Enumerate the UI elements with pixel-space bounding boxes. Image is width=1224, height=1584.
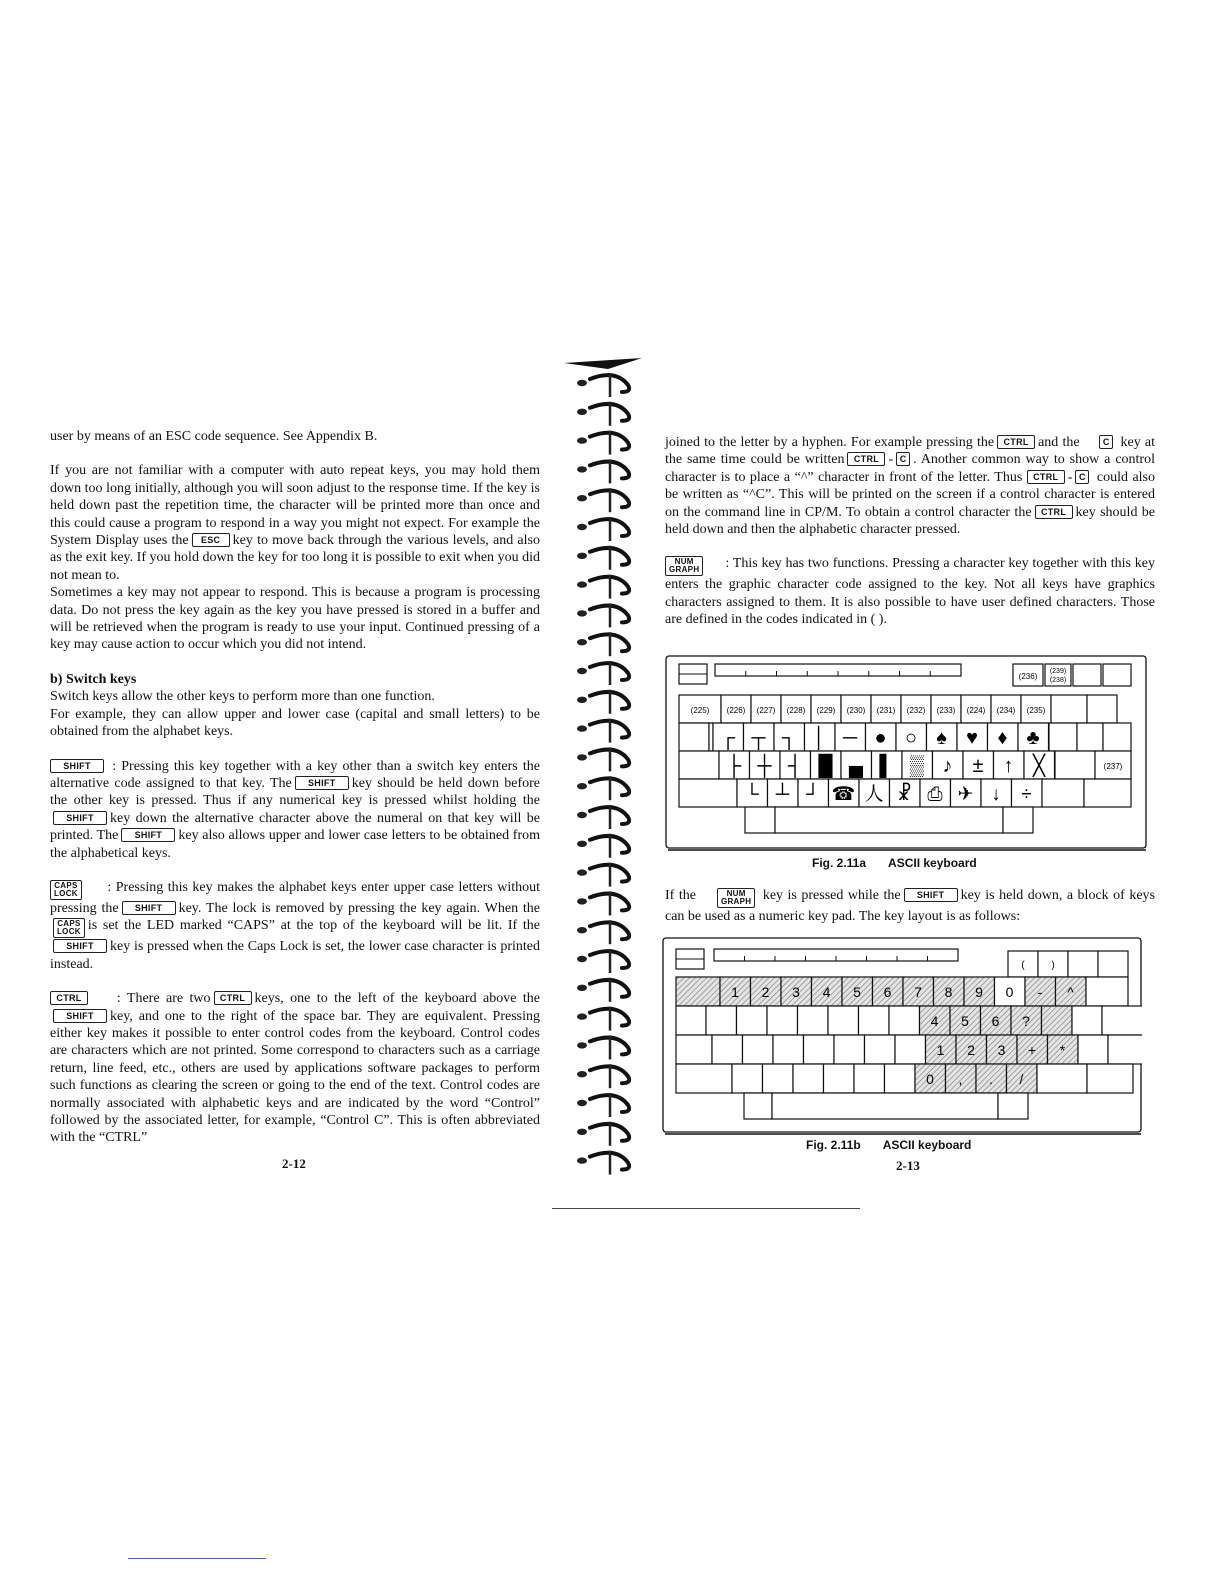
graphic-glyph: ●	[874, 727, 887, 749]
key-code: (231)	[876, 706, 896, 715]
ctrl-key: CTRL	[997, 435, 1035, 449]
caps-lock-key: CAPS LOCK	[53, 918, 85, 938]
ctrl-key: CTRL	[1027, 470, 1065, 484]
key	[745, 807, 775, 833]
binding-hole	[577, 985, 587, 991]
key-label: )	[1051, 960, 1055, 971]
key	[828, 1006, 859, 1035]
binding-hole	[577, 927, 587, 933]
page-number-left: 2-12	[282, 1156, 306, 1171]
key	[998, 1093, 1028, 1119]
key-code: (227)	[756, 706, 776, 715]
graphic-glyph: ▄	[848, 755, 864, 777]
key-code: (224)	[966, 706, 986, 715]
key-label: 3	[792, 984, 800, 1000]
key-label: -	[1037, 984, 1043, 1000]
binding-base-line	[552, 1208, 860, 1209]
key	[834, 1035, 865, 1064]
key	[824, 1064, 855, 1093]
key-code: (236)	[1018, 672, 1038, 681]
graphic-glyph: ✈	[957, 784, 974, 805]
graphic-glyph: ♥	[966, 727, 978, 749]
key	[1102, 1006, 1142, 1035]
key	[706, 1006, 737, 1035]
key-code: (230)	[846, 706, 866, 715]
key	[775, 807, 1003, 833]
binding-hole	[577, 466, 587, 472]
binding-hole	[577, 553, 587, 559]
key-label: 6	[991, 1013, 1000, 1029]
key	[679, 723, 709, 751]
key-label: 7	[914, 984, 922, 1000]
key-label: .	[989, 1071, 993, 1087]
key	[1077, 723, 1103, 751]
key	[1073, 664, 1101, 686]
binding-hole	[577, 841, 587, 847]
key-label: 2	[967, 1042, 975, 1058]
binding-hole	[577, 380, 587, 386]
key	[1084, 779, 1131, 807]
key	[676, 1006, 706, 1035]
key-code: (237)	[1103, 762, 1123, 771]
left-page	[50, 428, 540, 1147]
key-label: 0	[1005, 984, 1014, 1000]
paragraph: For example, they can allow upper and lower case (capital and small letters) to be obtained from the alphabet keys.	[50, 706, 540, 740]
key-code: (235)	[1026, 706, 1046, 715]
shift-key: SHIFT	[122, 901, 176, 915]
graphic-glyph: ♪	[942, 755, 953, 777]
graphic-glyph: │	[813, 727, 826, 749]
binding-hole	[577, 668, 587, 674]
binding-rings	[577, 373, 629, 1175]
key	[763, 1064, 794, 1093]
key-label: 8	[944, 984, 953, 1000]
section-heading: b) Switch keys	[50, 671, 137, 687]
paragraph: Switch keys allow the other keys to perform more than one function.	[50, 689, 435, 705]
key	[1042, 779, 1084, 807]
paragraph-auto-repeat: If you are not familiar with a computer with auto repeat keys, you may hold them down too long initially, although you will soon adjust to the response time. If the key is held down past the repetition time, the character will be printed more than once and this could cause a program to respond in a way you might not expect. For example the System Display uses the ESC key to move back through the various levels, and also as the exit key. If you hold down the key for too long it is possible to exit when you did not mean to.	[50, 463, 540, 583]
graphic-glyph: 人	[864, 784, 884, 805]
figure-title: ASCII keyboard	[882, 1138, 972, 1152]
graphic-glyph: ┘	[806, 784, 820, 805]
shift-key: SHIFT	[50, 759, 104, 773]
key	[732, 1064, 763, 1093]
key	[676, 1064, 732, 1093]
shift-description: SHIFT : Pressing this key together with a key other than a switch key enters the alternative code assigned to that key. The SHIFT key should be held down before the other key is pressed. Thus if any numerical key is pressed whilst holding theSHIFT key down the alternative character above the numeral on that key will be printed. The SHIFT key also allows upper and lower case letters to be obtained from the alphabetical keys.	[50, 758, 541, 861]
key	[1087, 1064, 1133, 1093]
graphic-glyph: ↓	[991, 784, 1001, 805]
shift-key: SHIFT	[53, 811, 107, 825]
keyboard-figure-a	[665, 655, 1147, 853]
shift-key: SHIFT	[53, 939, 107, 953]
binding-hole	[577, 409, 587, 415]
c-key: C	[1099, 435, 1113, 449]
binding-hole	[577, 437, 587, 443]
c-key: C	[896, 452, 910, 466]
key-code: (225)	[690, 706, 710, 715]
key	[744, 1093, 772, 1119]
key	[1087, 695, 1117, 723]
graphic-glyph: └	[745, 784, 759, 805]
binding-hole	[577, 1129, 587, 1135]
key	[793, 1064, 824, 1093]
key	[1003, 807, 1033, 833]
key-label: 4	[930, 1013, 939, 1029]
key	[679, 779, 737, 807]
key-label: (	[1021, 960, 1025, 971]
key	[1042, 1006, 1073, 1035]
graphic-glyph: ▌	[879, 755, 894, 777]
key-label: ?	[1022, 1013, 1030, 1029]
graphic-glyph: ÷	[1021, 784, 1032, 805]
shift-key: SHIFT	[121, 828, 175, 842]
key	[1108, 1035, 1142, 1064]
graphic-glyph: █	[818, 755, 833, 777]
key	[767, 1006, 798, 1035]
binding-hole	[577, 869, 587, 875]
key	[1103, 664, 1131, 686]
key	[1072, 1006, 1102, 1035]
key-label: 3	[997, 1042, 1006, 1058]
key-label: 5	[961, 1013, 969, 1029]
binding-hole	[577, 1042, 587, 1048]
graphic-glyph: ┬	[751, 727, 766, 749]
binding-hole	[577, 754, 587, 760]
key	[676, 1035, 712, 1064]
binding-hole	[577, 1157, 587, 1163]
key-label: 4	[822, 984, 831, 1000]
right-page	[665, 434, 1155, 629]
key-code: (229)	[816, 706, 836, 715]
key	[889, 1006, 920, 1035]
key-label: 1	[936, 1042, 945, 1058]
key	[743, 1035, 774, 1064]
keyboard-keys-b	[676, 949, 1142, 1119]
key	[865, 1035, 896, 1064]
ctrl-key: CTRL	[847, 452, 885, 466]
key	[1049, 723, 1077, 751]
key-label: ,	[958, 1071, 963, 1087]
figure-label: Fig. 2.11a	[812, 856, 867, 870]
graphic-glyph: ┼	[757, 755, 772, 777]
graphic-glyph: ±	[972, 755, 984, 777]
graphic-glyph: ⎙	[927, 784, 943, 805]
binding-hole	[577, 783, 587, 789]
key	[854, 1064, 885, 1093]
num-graph-key: NUM GRAPH	[717, 888, 755, 908]
figure-label: Fig. 2.11b	[806, 1138, 861, 1152]
num-graph-description: NUM GRAPH : This key has two functions. Pressing a character key together with this key enters the graphic character code assigned to the key. Not all keys have graphics characters assigned to them. It is also possible to have user defined characters. Those are defined in the codes indicated in ( ).	[665, 556, 1156, 628]
key	[737, 1006, 768, 1035]
binding-hole	[577, 812, 587, 818]
key	[1037, 1064, 1087, 1093]
binding-hole	[577, 1071, 587, 1077]
paragraph-not-respond: Sometimes a key may not appear to respond. This is because a program is processing data. Do not press the key again as the key you have pressed is stored in a buffer and will be retrieved when the program is ready to use your input. Continued pressing of a key may cause action to occur which you did not intend.	[50, 585, 540, 653]
graphic-glyph: ♣	[1026, 727, 1040, 749]
key-code: (228)	[786, 706, 806, 715]
figure-caption-b	[806, 1138, 971, 1152]
graphic-glyph: ○	[904, 727, 918, 749]
key	[773, 1035, 804, 1064]
key	[676, 977, 720, 1006]
graphic-glyph: ╳	[1032, 755, 1046, 777]
key-label: 5	[853, 984, 861, 1000]
ctrl-continued: joined to the letter by a hyphen. For example pressing the CTRL and the C key at the same time could be written CTRL - C . Another common way to show a control character is to place a “^” character in front of the letter. Thus CTRL - C could also be written as “^C”. This will be printed on the screen if a control character is entered on the command line in CP/M. To obtain a control character the CTRL key should be held down and then the alphabetic character pressed.	[665, 435, 1156, 538]
key-label: 2	[761, 984, 770, 1000]
key	[1098, 951, 1128, 977]
key-code: (238)	[1049, 677, 1067, 684]
spiral-binding	[560, 355, 650, 1195]
binding-hole	[577, 898, 587, 904]
binding-hole	[577, 956, 587, 962]
graphic-glyph: ▒	[909, 755, 925, 777]
graphic-glyph: ☧	[897, 784, 912, 805]
graphic-glyph: ♦	[997, 727, 1008, 749]
key-label: 1	[731, 984, 739, 1000]
shift-key: SHIFT	[295, 776, 349, 790]
graphic-glyph: ↑	[1003, 755, 1014, 777]
key	[798, 1006, 829, 1035]
key	[859, 1006, 890, 1035]
binding-hole	[577, 610, 587, 616]
ctrl-key: CTRL	[50, 991, 88, 1005]
binding-hole	[577, 524, 587, 530]
key-code: (226)	[726, 706, 746, 715]
key-label: ^	[1067, 984, 1074, 1000]
keyboard-figure-b	[662, 937, 1142, 1137]
footer-rule	[128, 1558, 266, 1559]
key-label: 6	[883, 984, 892, 1000]
key	[772, 1093, 998, 1119]
ctrl-description: CTRL : There are two CTRL keys, one to the left of the keyboard above theSHIFT key, and one to the right of the space bar. They are equivalent. Pressing either key makes it possible to enter control codes from the keyboard. Control codes are characters which are not printed. Some correspond to characters such as a carriage return, line feed, etc., others are used by applications software packages to perform such functions as clearing the screen or going to the end of the text. Control codes are normally associated with alphabetic keys and are indicated by the word “Control” followed by the associated letter, for example, “Control C”. This is often abbreviated with the “CTRL”	[50, 991, 540, 1146]
binding-hole	[577, 639, 587, 645]
key	[1103, 723, 1131, 751]
key	[1051, 695, 1087, 723]
key	[804, 1035, 835, 1064]
numeric-keypad-paragraph: If the NUM GRAPH key is pressed while the SHIFT key is held down, a block of keys can be used as a numeric key pad. The key layout is as follows:	[665, 888, 1155, 924]
graphic-glyph: ☎	[831, 784, 856, 805]
figure-title: ASCII keyboard	[888, 856, 977, 870]
graphic-glyph: ├	[726, 755, 742, 777]
graphic-glyph: ┐	[781, 727, 797, 749]
key	[1055, 751, 1095, 779]
paragraph: user by means of an ESC code sequence. See Appendix B.	[50, 429, 378, 444]
graphic-glyph: ♠	[936, 727, 947, 749]
binding-hole	[577, 495, 587, 501]
shift-key: SHIFT	[904, 888, 958, 902]
key	[1086, 977, 1128, 1006]
binding-hole	[577, 1013, 587, 1019]
ctrl-key: CTRL	[214, 991, 252, 1005]
key-label: *	[1059, 1042, 1066, 1058]
key-label: +	[1027, 1042, 1037, 1058]
key	[885, 1064, 916, 1093]
binding-hole	[577, 1100, 587, 1106]
binding-hole	[577, 725, 587, 731]
caps-lock-key: CAPS LOCK	[50, 880, 82, 900]
key-label: 9	[975, 984, 983, 1000]
key-label: 0	[926, 1071, 934, 1087]
caps-lock-description: CAPS LOCK : Pressing this key makes the alphabet keys enter upper case letters without pressing the SHIFT key. The lock is removed by pressing the key again. When the CAPS LOCK is set the LED marked “CAPS” at the top of the keyboard will be lit. If theSHIFT key is pressed when the Caps Lock is set, the lower case character is printed instead.	[50, 879, 541, 972]
c-key: C	[1075, 470, 1089, 484]
graphic-glyph: ┴	[775, 784, 790, 805]
key	[895, 1035, 926, 1064]
key	[1068, 951, 1098, 977]
binding-hole	[577, 581, 587, 587]
key-code: (239)	[1049, 668, 1067, 675]
key	[1078, 1035, 1108, 1064]
figure-caption-a	[812, 856, 977, 870]
graphic-glyph: ─	[842, 727, 858, 749]
num-graph-key: NUM GRAPH	[665, 556, 703, 576]
key	[679, 751, 719, 779]
key-code: (232)	[906, 706, 926, 715]
graphic-glyph: ┌	[720, 727, 736, 749]
key	[712, 1035, 743, 1064]
key-code: (234)	[996, 706, 1016, 715]
key-code: (233)	[936, 706, 956, 715]
graphic-glyph: ┤	[787, 755, 803, 777]
shift-key: SHIFT	[53, 1009, 107, 1023]
esc-key: ESC	[192, 533, 230, 547]
ctrl-key: CTRL	[1035, 505, 1073, 519]
page-number-right: 2-13	[896, 1158, 920, 1173]
key-label: /	[1019, 1071, 1024, 1087]
binding-hole	[577, 697, 587, 703]
